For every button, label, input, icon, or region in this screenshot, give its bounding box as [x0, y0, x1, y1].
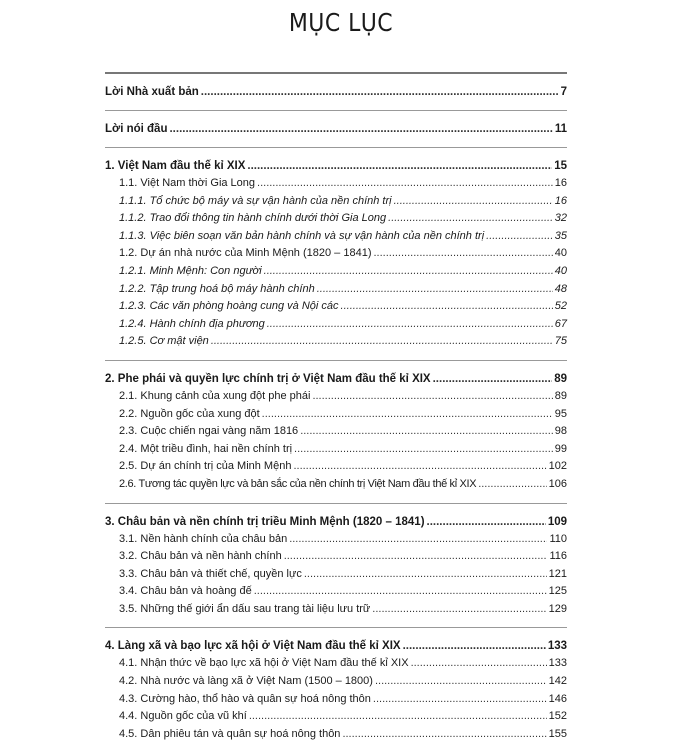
entry-title: 2.4. Một triều đình, hai nền chính trị	[119, 442, 293, 455]
page-number: 133	[547, 640, 567, 653]
page-number: 15	[554, 160, 567, 172]
dot-leader	[341, 298, 553, 316]
toc-entry[interactable]	[105, 333, 567, 351]
dot-leader	[300, 423, 553, 441]
dot-leader	[373, 691, 547, 709]
entry-title: 3.4. Châu bản và hoàng đế	[119, 585, 252, 598]
entry-title: 4.2. Nhà nước và làng xã ở Việt Nam (1500 – 1800)	[119, 675, 373, 688]
page-number: 40	[554, 264, 567, 277]
page-number: 16	[554, 177, 567, 189]
page-number: 11	[554, 123, 567, 135]
entry-title: 1.2.5. Cơ mật viện	[119, 335, 209, 348]
toc-entry[interactable]	[105, 601, 567, 619]
entry-title: 4.1. Nhận thức về bạo lực xã hội ở Việt Nam đầu thế kỉ XIX	[119, 657, 409, 670]
dot-leader	[304, 566, 547, 584]
dot-leader	[312, 388, 552, 406]
toc-entry[interactable]	[105, 566, 567, 584]
toc-entry[interactable]	[105, 210, 567, 228]
dot-leader	[433, 370, 553, 388]
toc-entry[interactable]	[105, 406, 567, 424]
toc-chapter[interactable]	[105, 157, 567, 175]
dot-leader	[375, 673, 547, 691]
dot-leader	[254, 583, 547, 601]
dot-leader	[264, 263, 553, 281]
toc-entry[interactable]	[105, 316, 567, 334]
entry-title: 3.3. Châu bản và thiết chế, quyền lực	[119, 567, 302, 580]
toc-entry[interactable]	[105, 120, 567, 138]
dot-leader	[317, 281, 553, 299]
toc-entry[interactable]	[105, 531, 567, 549]
toc-entry[interactable]	[105, 655, 567, 673]
dot-leader	[394, 193, 553, 211]
page-number: 99	[554, 442, 567, 455]
entry-title: 4.3. Cường hào, thổ hào và quân sự hoá nông thôn	[119, 692, 371, 705]
dot-leader	[372, 601, 546, 619]
page-number: 116	[549, 550, 567, 563]
toc-entry[interactable]	[105, 175, 567, 193]
page-number: 48	[554, 282, 567, 295]
dot-leader	[293, 458, 546, 476]
page-number: 89	[554, 372, 567, 385]
entry-title: 3. Châu bản và nền chính trị triều Minh Mệnh (1820 – 1841)	[105, 515, 425, 528]
entry-title: 1.1.2. Trao đổi thông tin hành chính dưới thời Gia Long	[119, 212, 387, 225]
entry-title: Lời Nhà xuất bản	[105, 86, 199, 98]
entry-title: 1.2.2. Tập trung hoá bộ máy hành chính	[119, 282, 315, 295]
toc-entry[interactable]	[105, 583, 567, 601]
page-number: 110	[549, 532, 567, 545]
page-number: 35	[554, 229, 567, 242]
toc-chapter[interactable]	[105, 513, 567, 531]
page-number: 32	[554, 212, 567, 225]
page-number: 98	[554, 425, 567, 438]
entry-title: 2.3. Cuộc chiến ngai vàng năm 1816	[119, 425, 299, 438]
entry-title: 1.2. Dự án nhà nước của Minh Mệnh (1820 – 1841)	[119, 247, 372, 260]
dot-leader	[262, 406, 553, 424]
page-number: 40	[554, 247, 567, 260]
toc-chapter[interactable]	[105, 370, 567, 388]
page-number: 125	[548, 585, 567, 598]
toc-entry[interactable]	[105, 281, 567, 299]
entry-title: 4. Làng xã và bạo lực xã hội ở Việt Nam đầu thế kỉ XIX	[105, 640, 401, 653]
toc-entry[interactable]	[105, 708, 567, 726]
toc-entry[interactable]	[105, 441, 567, 459]
table-of-contents	[105, 72, 567, 743]
dot-leader	[289, 531, 547, 549]
page-number: 75	[554, 335, 567, 348]
toc-chapter[interactable]	[105, 637, 567, 655]
toc-entry[interactable]	[105, 548, 567, 566]
toc-entry[interactable]	[105, 691, 567, 709]
entry-title: 1.1.1. Tổ chức bộ máy và sự vận hành của nền chính trị	[119, 194, 392, 207]
entry-title: 3.5. Những thế giới ẩn dấu sau trang tài liệu lưu trữ	[119, 602, 371, 615]
page-number: 109	[547, 515, 567, 528]
entry-title: 4.5. Dân phiêu tán và quân sự hoá nông thôn	[119, 727, 341, 740]
entry-title: Lời nói đầu	[105, 123, 168, 135]
toc-entry[interactable]	[105, 673, 567, 691]
dot-leader	[257, 175, 553, 193]
page-number: 16	[554, 194, 567, 207]
entry-title: 4.4. Nguồn gốc của vũ khí	[119, 710, 247, 723]
dot-leader	[373, 245, 552, 263]
entry-title: 2.5. Dự án chính trị của Minh Mệnh	[119, 460, 292, 473]
entry-title: 1.1.3. Việc biên soạn văn bản hành chính và sự vận hành của nền chính trị	[119, 229, 485, 242]
entry-title: 2.1. Khung cảnh của xung đột phe phái	[119, 389, 311, 402]
dot-leader	[478, 476, 546, 494]
toc-entry[interactable]	[105, 298, 567, 316]
page-number: 142	[548, 675, 567, 688]
toc-entry[interactable]	[105, 476, 567, 494]
entry-title: 1.2.3. Các văn phòng hoàng cung và Nội các	[119, 300, 339, 313]
page-number: 52	[554, 300, 567, 313]
page-number: 95	[554, 407, 567, 420]
entry-title: 1.2.1. Minh Mệnh: Con người	[119, 264, 262, 277]
dot-leader	[284, 548, 548, 566]
entry-title: 3.1. Nền hành chính của châu bản	[119, 532, 288, 545]
page-number: 121	[548, 567, 567, 580]
page-number: 146	[548, 692, 567, 705]
toc-entry[interactable]	[105, 245, 567, 263]
dot-leader	[403, 637, 546, 655]
toc-entry[interactable]	[105, 388, 567, 406]
dot-leader	[247, 157, 552, 175]
entry-title: 2.2. Nguồn gốc của xung đột	[119, 407, 260, 420]
page-number: 133	[548, 657, 567, 670]
entry-title: 3.2. Châu bản và nền hành chính	[119, 550, 282, 563]
dot-leader	[201, 83, 559, 101]
dot-leader	[294, 441, 553, 459]
page-title: MỤC LỤC	[288, 8, 394, 37]
page-number: 102	[548, 460, 567, 473]
dot-leader	[427, 513, 546, 531]
entry-title: 1.2.4. Hành chính địa phương	[119, 317, 265, 330]
toc-entry[interactable]	[105, 83, 567, 101]
toc-entry[interactable]	[105, 726, 567, 743]
entry-title: 2.6. Tương tác quyền lực và bản sắc của nền chính trị Việt Nam đầu thế kỉ XIX	[119, 477, 477, 490]
page-number: 89	[554, 389, 567, 402]
entry-title: 1.1. Việt Nam thời Gia Long	[119, 177, 256, 189]
entry-title: 2. Phe phái và quyền lực chính trị ở Việt Nam đầu thế kỉ XIX	[105, 372, 431, 385]
entry-title: 1. Việt Nam đầu thế kỉ XIX	[105, 160, 246, 172]
toc-entry[interactable]	[105, 228, 567, 246]
toc-entry[interactable]	[105, 458, 567, 476]
toc-entry[interactable]	[105, 263, 567, 281]
page-number: 67	[554, 317, 567, 330]
dot-leader	[249, 708, 547, 726]
page-number: 155	[548, 727, 567, 740]
dot-leader	[169, 120, 552, 138]
page-number: 7	[560, 86, 567, 98]
toc-entry[interactable]	[105, 193, 567, 211]
page-number: 129	[548, 602, 567, 615]
dot-leader	[211, 333, 553, 351]
dot-leader	[486, 228, 553, 246]
dot-leader	[388, 210, 553, 228]
toc-entry[interactable]	[105, 423, 567, 441]
dot-leader	[267, 316, 553, 334]
page-number: 106	[548, 477, 567, 490]
dot-leader	[342, 726, 546, 743]
page-number: 152	[548, 710, 567, 723]
dot-leader	[411, 655, 547, 673]
